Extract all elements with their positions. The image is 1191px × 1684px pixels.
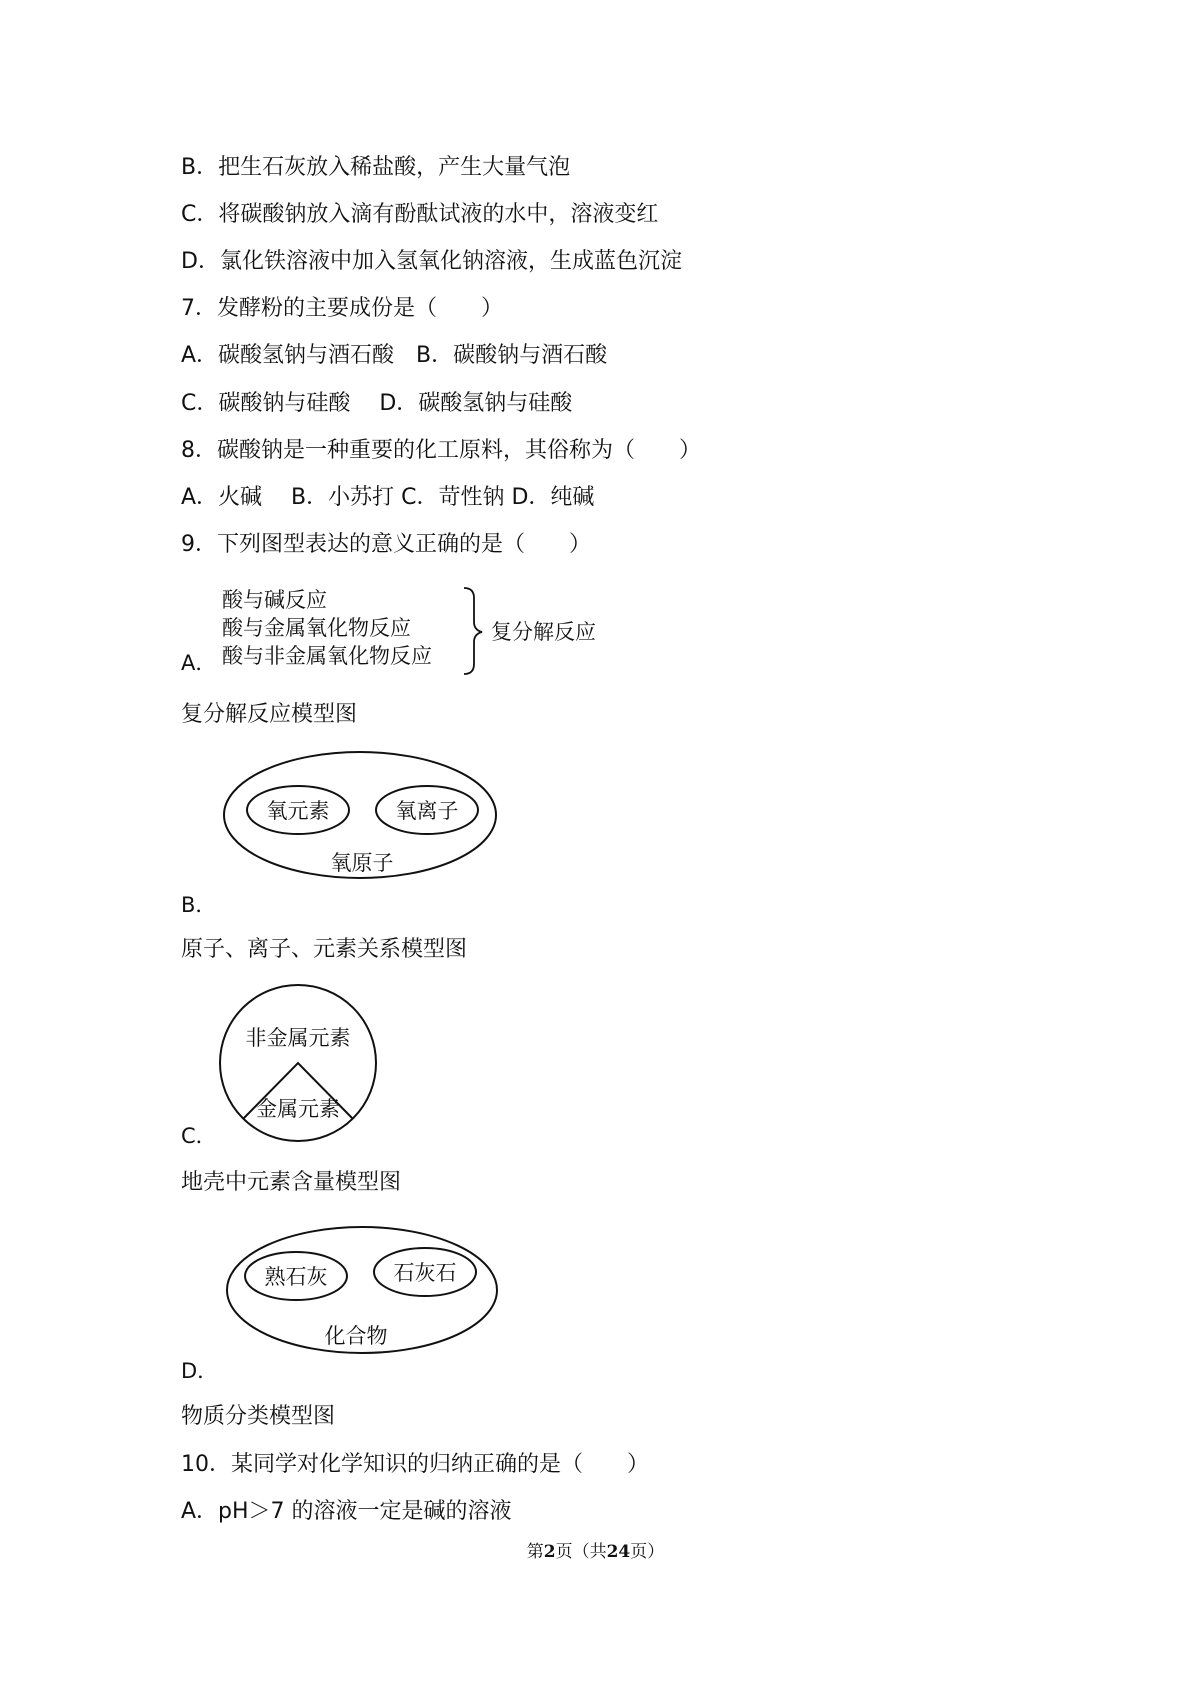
q9-a-label: A． [181, 651, 217, 675]
q10-stem: 10．某同学对化学知识的归纳正确的是（ ） [181, 1452, 649, 1477]
footer-page-number: 2 [543, 1542, 556, 1562]
q9-d-caption: 物质分类模型图 [181, 1404, 336, 1429]
q9-figure-a [181, 582, 621, 686]
q9-b-caption: 原子、离子、元素关系模型图 [181, 937, 468, 962]
q6-option-c: C．将碳酸钠放入滴有酚酞试液的水中，溶液变红 [181, 202, 659, 227]
q9-a-line-3: 酸与非金属氧化物反应 [222, 644, 432, 668]
q9-b-outer: 氧原子 [330, 851, 394, 875]
q9-d-outer: 化合物 [324, 1324, 388, 1348]
footer-mid: 页（共 [555, 1542, 607, 1562]
q9-figure-d [181, 1213, 521, 1389]
q9-stem: 9．下列图型表达的意义正确的是（ ） [181, 532, 591, 557]
q10-option-a: A．pH＞7 的溶液一定是碱的溶液 [181, 1499, 512, 1524]
q9-d-left: 熟石灰 [264, 1265, 328, 1289]
q9-a-brace-label: 复分解反应 [491, 620, 596, 644]
q8-stem: 8．碳酸钠是一种重要的化工原料，其俗称为（ ） [181, 438, 701, 463]
q9-c-caption: 地壳中元素含量模型图 [181, 1170, 402, 1195]
q9-c-label: C． [181, 1124, 217, 1148]
q6-option-d: D．氯化铁溶液中加入氢氧化钠溶液，生成蓝色沉淀 [181, 249, 682, 274]
brace-icon [464, 588, 482, 674]
q7-options-cd: C．碳酸钠与硅酸 D．碳酸氢钠与硅酸 [181, 391, 573, 416]
q9-figure-b [181, 748, 521, 924]
footer-prefix: 第 [526, 1542, 544, 1562]
q6-option-b: B．把生石灰放入稀盐酸，产生大量气泡 [181, 155, 571, 180]
q9-figure-c [181, 983, 441, 1157]
footer-total-pages: 24 [606, 1542, 631, 1562]
q9-a-caption: 复分解反应模型图 [181, 702, 358, 727]
footer-suffix: 页） [630, 1542, 665, 1562]
q9-b-label: B． [181, 893, 217, 917]
q7-options-ab: A．碳酸氢钠与酒石酸 B．碳酸钠与酒石酸 [181, 343, 608, 368]
q7-stem: 7．发酵粉的主要成份是（ ） [181, 296, 503, 321]
q9-d-right: 石灰石 [393, 1261, 457, 1285]
q9-a-line-2: 酸与金属氧化物反应 [222, 616, 411, 640]
q9-c-bottom: 金属元素 [256, 1097, 340, 1121]
page-footer [0, 1537, 1191, 1562]
q9-d-label: D． [181, 1359, 219, 1383]
q9-b-left: 氧元素 [266, 799, 330, 823]
q9-b-right: 氧离子 [395, 799, 459, 823]
q8-options: A．火碱 B．小苏打 C．苛性钠 D．纯碱 [181, 485, 595, 510]
q9-a-line-1: 酸与碱反应 [222, 588, 327, 612]
q9-c-top: 非金属元素 [245, 1026, 351, 1050]
